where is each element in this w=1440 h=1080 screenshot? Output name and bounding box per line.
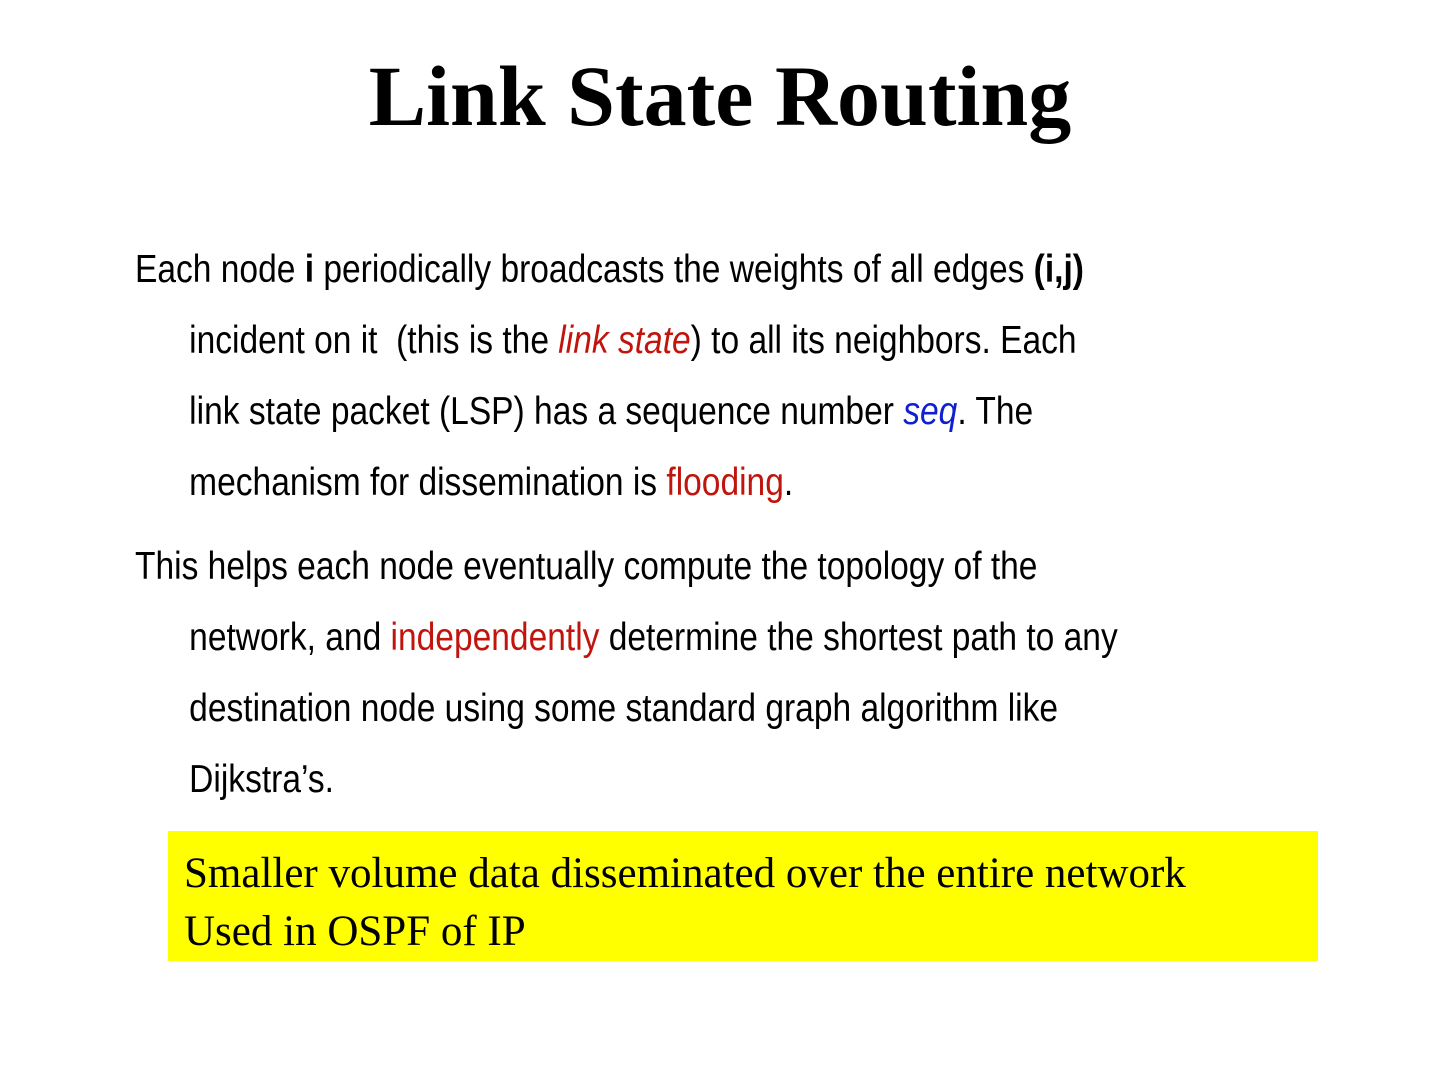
text-run: mechanism for dissemination is	[189, 461, 667, 504]
paragraph-link-state-broadcast	[135, 234, 1325, 518]
text-run: .	[783, 461, 794, 504]
paragraph-topology-computation	[135, 531, 1325, 815]
paragraph-line	[135, 234, 1325, 305]
text-run: . The	[957, 390, 1034, 433]
highlight-line: Used in OSPF of IP	[184, 908, 526, 955]
text-run: link state packet (LSP) has a sequence number	[189, 390, 904, 433]
edge-ij-bold: (i,j)	[1033, 248, 1084, 291]
slide-title: Link State Routing	[368, 48, 1072, 144]
text-run: ) to all its neighbors. Each	[690, 319, 1077, 362]
independently-term: independently	[390, 616, 600, 659]
text-run: network, and	[189, 616, 391, 659]
paragraph-line: Dijkstra’s.	[189, 758, 334, 801]
highlight-line: Smaller volume data disseminated over the entire network	[184, 850, 1186, 897]
highlight-note-box	[168, 831, 1318, 961]
text-run: incident on it (this is the	[189, 319, 559, 362]
link-state-term: link state	[558, 319, 691, 362]
paragraph-line	[135, 305, 1325, 376]
paragraph-line	[135, 447, 1325, 518]
paragraph-line: This helps each node eventually compute the topology of the	[135, 545, 1038, 588]
paragraph-line: destination node using some standard graph algorithm like	[189, 687, 1059, 730]
seq-term: seq	[903, 390, 958, 433]
node-i-bold: i	[304, 248, 315, 291]
text-run: Each node	[135, 248, 305, 291]
paragraph-line	[135, 376, 1325, 447]
text-run: periodically broadcasts the weights of all edges	[314, 248, 1034, 291]
text-run: determine the shortest path to any	[599, 616, 1118, 659]
flooding-term: flooding	[666, 461, 784, 504]
paragraph-line	[135, 602, 1325, 673]
